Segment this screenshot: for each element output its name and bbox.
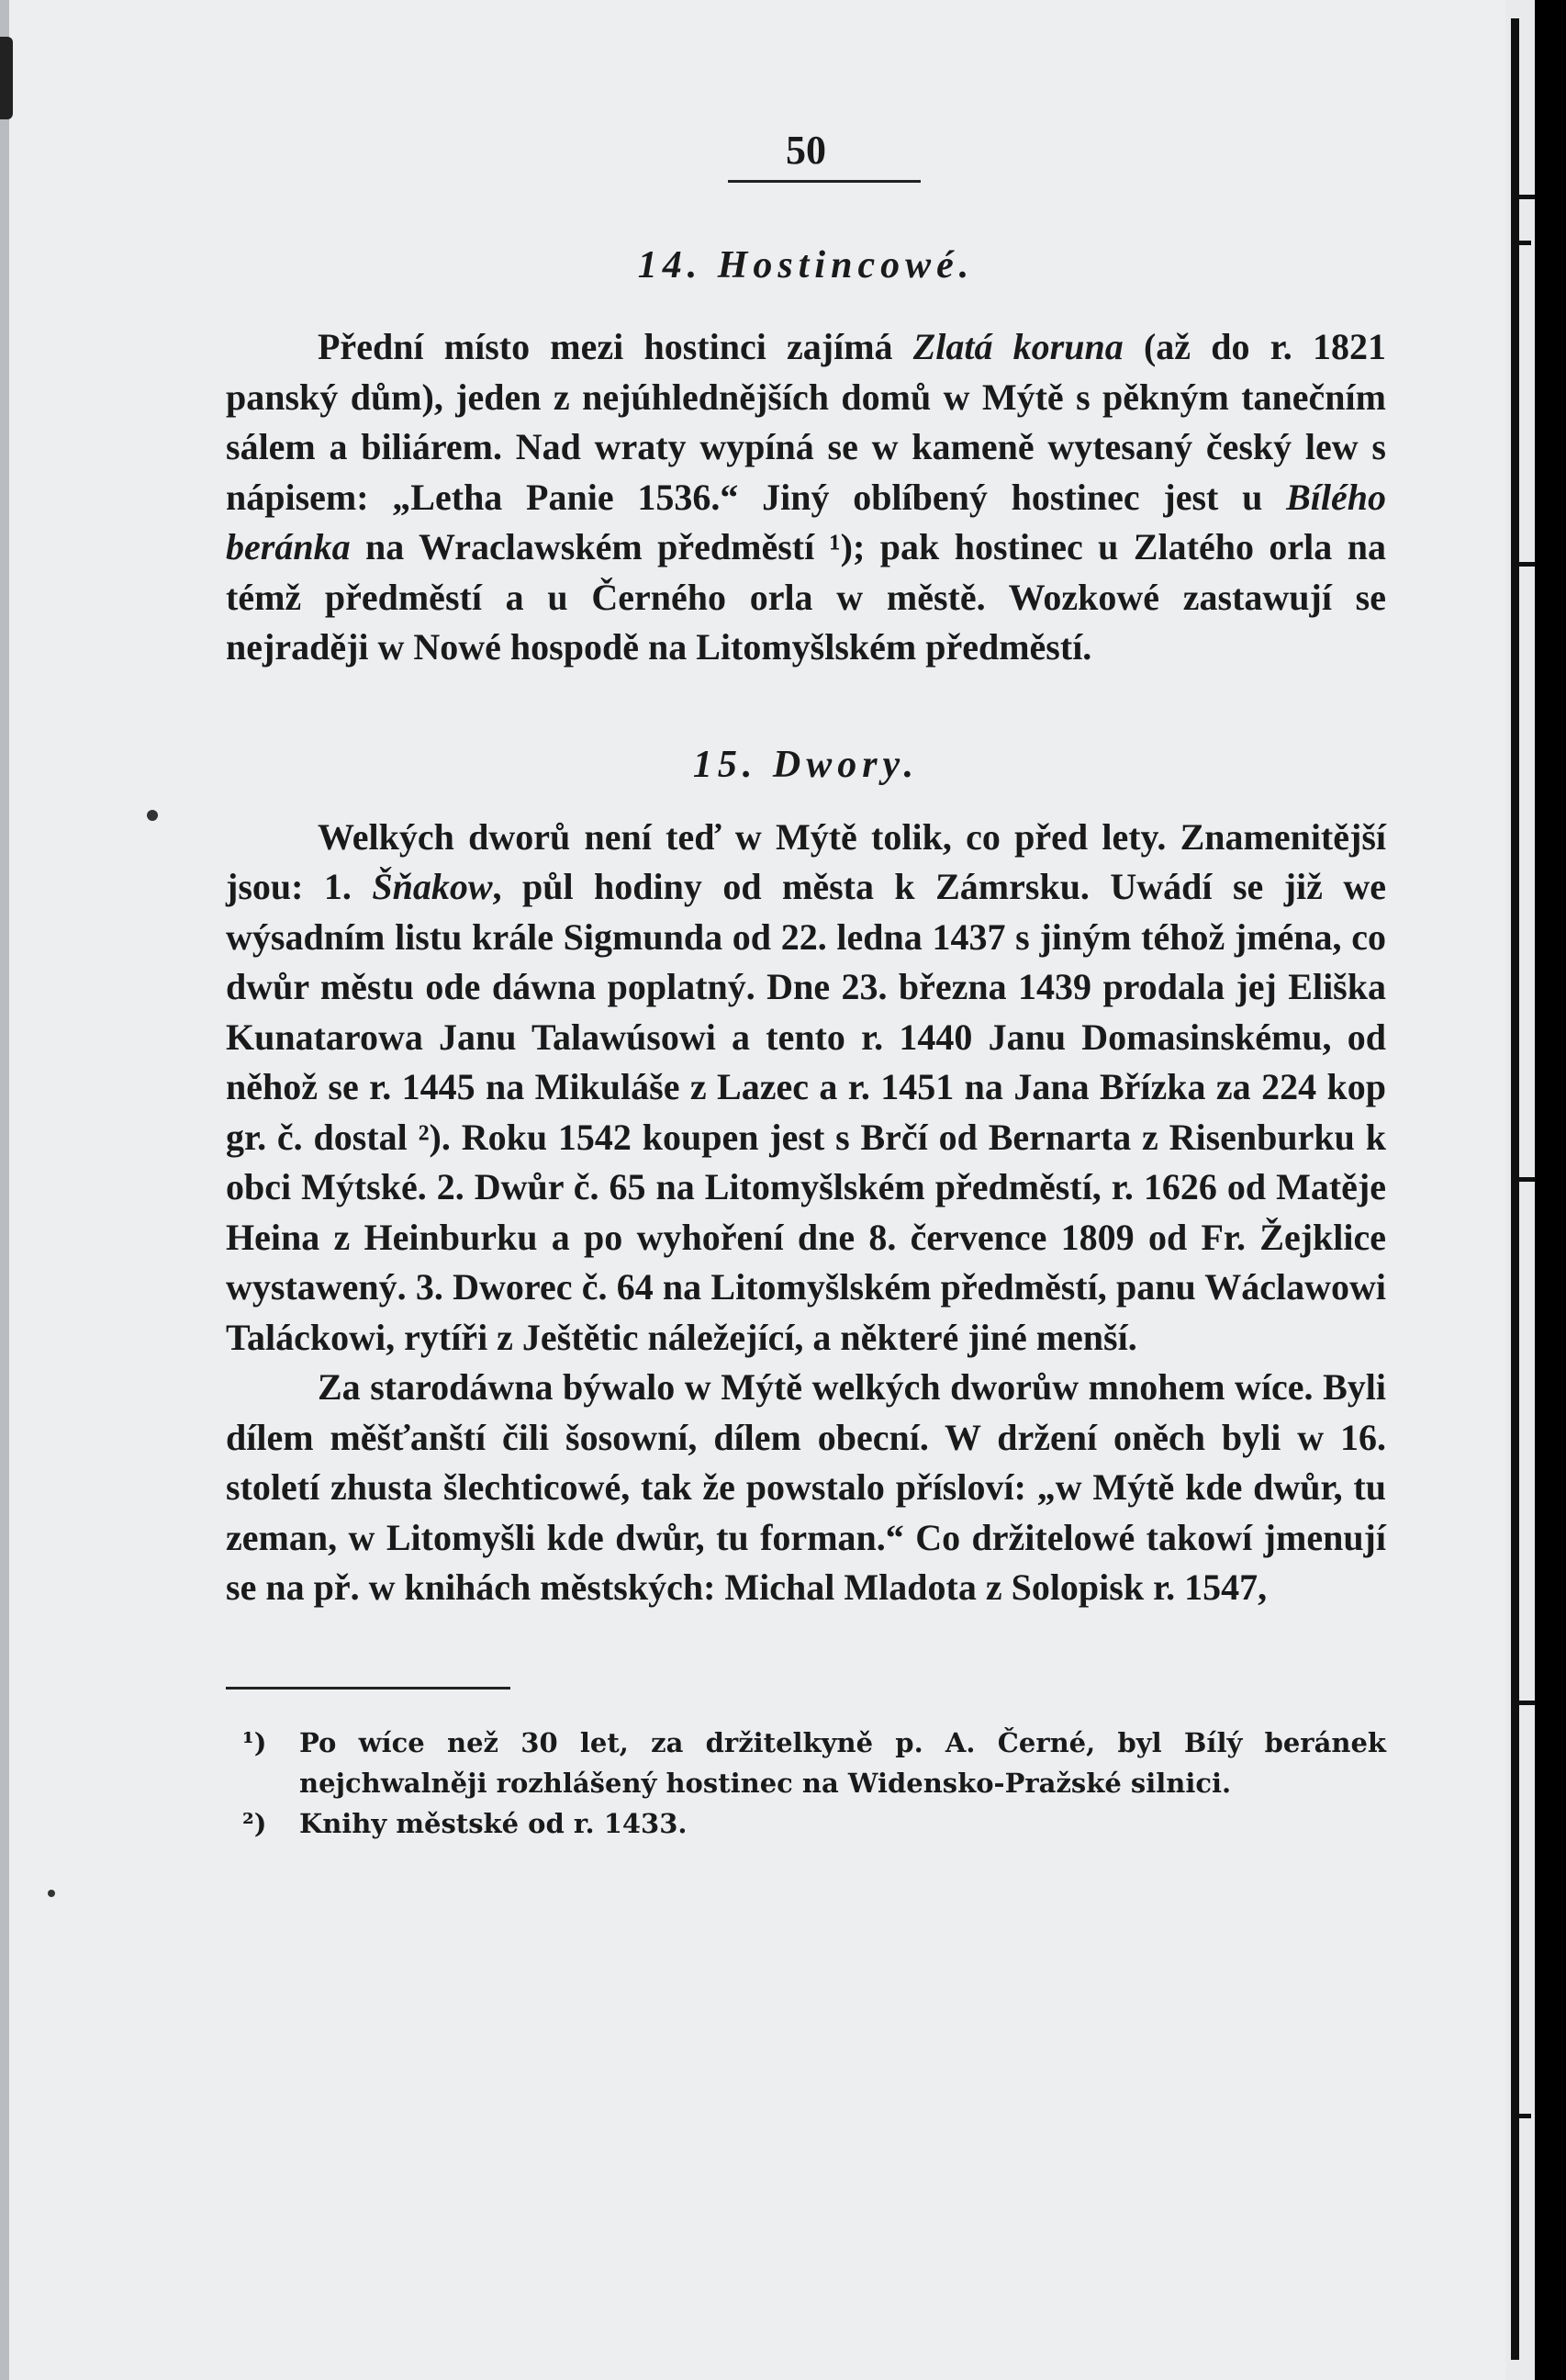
emphasis-zlata-koruna: Zlatá koruna	[912, 326, 1124, 368]
scan-right-border	[1505, 0, 1566, 2380]
footnote-mark: ²)	[242, 1807, 267, 1839]
paragraph-dwory-2: Za starodáwna býwalo w Mýtě welkých dworůw mnohem wíce. Byli dílem měšťanští čili šosowní, dílem obecní. W držení oněch byli w 16. století zhusta šlechticowé, tak že powstalo přísloví: „w Mýtě kde dwůr, tu zeman, w Litomyšli kde dwůr, tu forman.“ Co držitelowé takowí jmenují se na př. w knihách městských: Michal Mladota z Solopisk r. 1547,	[226, 1366, 1386, 1609]
scan-border-tick	[1518, 2114, 1531, 2118]
emphasis-bileho-beranka: Bílého beránka	[226, 476, 1386, 568]
page-left-edge	[0, 0, 9, 2380]
ink-speck	[147, 810, 158, 821]
footnote-rule	[226, 1687, 510, 1690]
scan-border-bar	[1511, 18, 1519, 2360]
scan-border-tick	[1518, 241, 1531, 245]
footnote-mark: ¹)	[242, 1726, 267, 1758]
paragraph-hostincowe: Přední místo mezi hostinci zajímá Zlatá koruna (až do r. 1821 panský dům), jeden z nejúhlednějších domů w Mýtě s pěkným tanečním sálem a biliárem. Nad wraty wypíná se w kameně wytesaný český lew s nápisem: „Letha Panie 1536.“ Jiný oblíbený hostinec jest u Bílého beránka na Wraclawském předměstí ¹); pak hostinec u Zlatého orla na témž předměstí a u Černého orla w městě. Wozkowé zastawují se nejraději w Nowé hospodě na Litomyšlském předměstí.	[226, 326, 1386, 668]
footnote-text: Po wíce než 30 let, za držitelkyně p. A. Černé, byl Bílý beránek nejchwalněji rozhlášený hostinec na Widensko-Pražské silnici.	[299, 1726, 1386, 1799]
footnote-2	[226, 1803, 1386, 1844]
footnote-1	[226, 1723, 1386, 1803]
footnote-text: Knihy městské od r. 1433.	[299, 1807, 688, 1839]
section-heading-dwory: 15. Dwory.	[692, 743, 920, 786]
emphasis-snakow: Šňakow	[372, 866, 493, 908]
page-number-rule	[728, 180, 921, 183]
page-number: 50	[786, 128, 826, 173]
footnotes	[226, 1723, 1386, 1844]
page-content	[226, 129, 1386, 1844]
paragraph-dwory-1: Welkých dworů není teď w Mýtě tolik, co před lety. Znamenitější jsou: 1. Šňakow, půl hodiny od města k Zámrsku. Uwádí se již we wýsadním listu krále Sigmunda od 22. ledna 1437 s jiným téhož jména, co dwůr městu ode dáwna poplatný. Dne 23. března 1439 prodala jej Eliška Kunatarowa Janu Talawúsowi a tento r. 1440 Janu Domasinskému, od něhož se r. 1445 na Mikuláše z Lazec a r. 1451 na Jana Břízka za 224 kop gr. č. dostal ²). Roku 1542 koupen jest s Brčí od Bernarta z Risenburku k obci Mýtské. 2. Dwůr č. 65 na Litomyšlském předměstí, r. 1626 od Matěje Heina z Heinburku a po wyhoření dne 8. července 1809 od Fr. Žejklice wystawený. 3. Dworec č. 64 na Litomyšlském předměstí, panu Wáclawowi Taláckowi, rytíři z Ještětic náležející, a některé jiné menší.	[226, 815, 1387, 1358]
scan-black-edge	[1535, 0, 1566, 2380]
ink-speck	[48, 1890, 55, 1897]
section-heading-hostincowe: 14. Hostincowé.	[637, 244, 975, 287]
binding-notch	[0, 37, 13, 119]
